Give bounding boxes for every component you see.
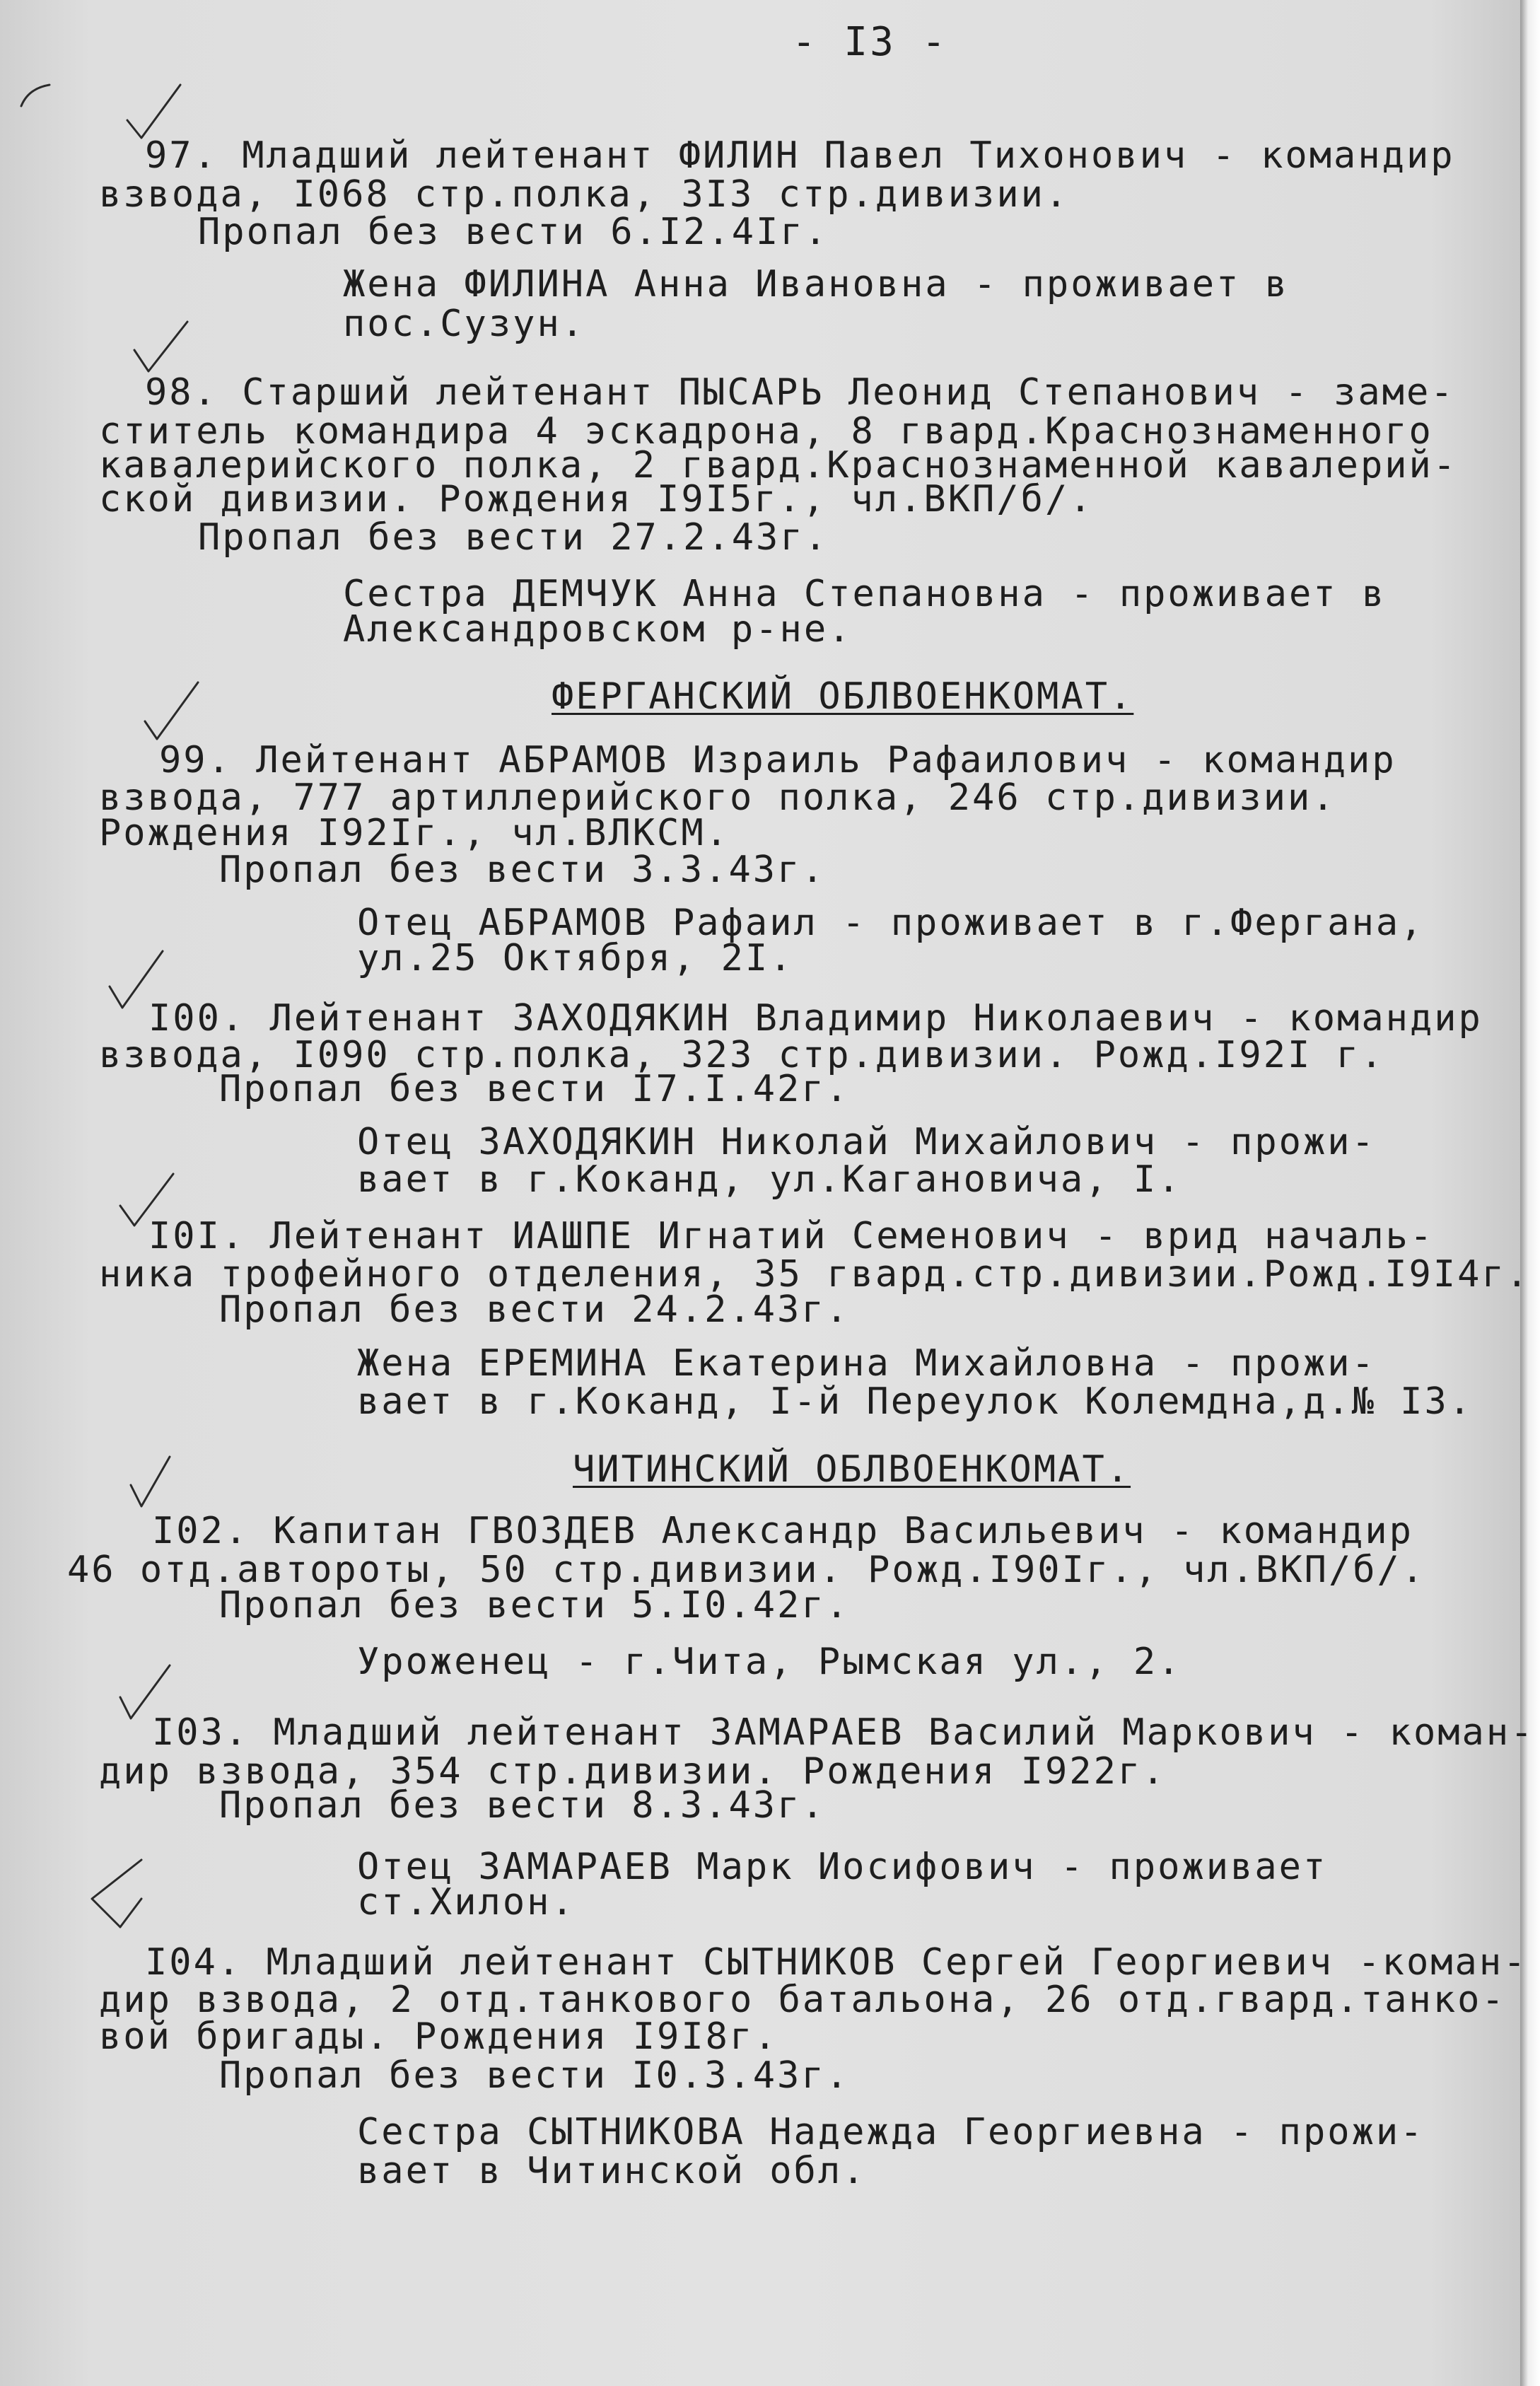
entry-100-line-2: взвода, I090 стр.полка, 323 стр.дивизии. Рожд.I92I г. <box>99 1034 1385 1076</box>
entry-97-line-2: взвода, I068 стр.полка, 3I3 стр.дивизии. <box>99 173 1070 216</box>
entry-98-line-2: ститель командира 4 эскадрона, 8 гвард.Краснознаменного <box>99 410 1433 453</box>
entry-104-line-2: дир взвода, 2 отд.танкового батальона, 26 отд.гвард.танко- <box>99 1979 1506 2021</box>
entry-98-missing: Пропал без вести 27.2.43г. <box>198 516 829 559</box>
entry-100-relative-2: вает в г.Коканд, ул.Кагановича, I. <box>357 1158 1182 1201</box>
entry-98-line-3: кавалерийского полка, 2 гвард.Краснознаменной кавалерий- <box>99 444 1458 487</box>
entry-103-relative-1: Отец ЗАМАРАЕВ Марк Иосифович - проживает <box>357 1846 1328 1888</box>
entry-100-relative-1: Отец ЗАХОДЯКИН Николай Михайлович - прожи- <box>357 1121 1376 1163</box>
entry-104-relative-1: Сестра СЫТНИКОВА Надежда Георгиевна - прожи- <box>357 2111 1425 2153</box>
entry-100-line-1: I00. Лейтенант ЗАХОДЯКИН Владимир Николаевич - командир <box>148 997 1483 1040</box>
entry-97-missing: Пропал без вести 6.I2.4Iг. <box>198 211 829 253</box>
entry-103-relative-2: ст.Хилон. <box>357 1881 576 1924</box>
entry-103-missing: Пропал без вести 8.3.43г. <box>219 1784 826 1827</box>
entry-98-line-4: ской дивизии. Рождения I9I5г., чл.ВКП/б/. <box>99 478 1094 520</box>
entry-101-line-2: ника трофейного отделения, 35 гвард.стр.дивизии.Рожд.I9I4г. <box>99 1253 1531 1296</box>
entry-99-relative-2: ул.25 Октября, 2I. <box>357 937 794 979</box>
heading-chita: ЧИТИНСКИЙ ОБЛВОЕНКОМАТ. <box>573 1448 1131 1491</box>
entry-97-relative-2: пос.Сузун. <box>343 303 586 345</box>
page-edge <box>1520 0 1540 2386</box>
entry-99-missing: Пропал без вести 3.3.43г. <box>219 849 826 891</box>
pen-mark-icon <box>14 78 57 120</box>
entry-103-line-1: I03. Младший лейтенант ЗАМАРАЕВ Василий Маркович - коман- <box>152 1711 1535 1754</box>
entry-101-missing: Пропал без вести 24.2.43г. <box>219 1288 850 1331</box>
entry-97-line-1: 97. Младший лейтенант ФИЛИН Павел Тихонович - командир <box>145 134 1455 177</box>
entry-101-line-1: I0I. Лейтенант ИАШПЕ Игнатий Семенович - врид началь- <box>148 1215 1435 1257</box>
entry-101-relative-1: Жена ЕРЕМИНА Екатерина Михайловна - прожи- <box>357 1342 1376 1385</box>
entry-99-line-2: взвода, 777 артиллерийского полка, 246 стр.дивизии. <box>99 776 1336 819</box>
entry-99-relative-1: Отец АБРАМОВ Рафаил - проживает в г.Фергана, <box>357 902 1425 944</box>
entry-99-line-1: 99. Лейтенант АБРАМОВ Израиль Рафаилович - командир <box>159 739 1396 781</box>
entry-104-missing: Пропал без вести I0.3.43г. <box>219 2054 850 2097</box>
entry-104-line-1: I04. Младший лейтенант СЫТНИКОВ Сергей Георгиевич -коман- <box>145 1941 1528 1984</box>
entry-102-relative-1: Уроженец - г.Чита, Рымская ул., 2. <box>357 1641 1182 1683</box>
entry-100-missing: Пропал без вести I7.I.42г. <box>219 1068 850 1110</box>
entry-99-line-3: Рождения I92Iг., чл.ВЛКСМ. <box>99 812 730 854</box>
entry-98-line-1: 98. Старший лейтенант ПЫСАРЬ Леонид Степанович - заме- <box>145 371 1455 414</box>
page-number: - I3 - <box>792 19 948 65</box>
entry-102-missing: Пропал без вести 5.I0.42г. <box>219 1584 850 1626</box>
entry-102-line-1: I02. Капитан ГВОЗДЕВ Александр Васильевич - командир <box>152 1510 1413 1552</box>
entry-98-relative-1: Сестра ДЕМЧУК Анна Степановна - проживает в <box>343 573 1387 615</box>
entry-101-relative-2: вает в г.Коканд, I-й Переулок Колемдна,д.№ I3. <box>357 1380 1474 1423</box>
entry-104-relative-2: вает в Читинской обл. <box>357 2150 867 2192</box>
entry-98-relative-2: Александровском р-не. <box>343 608 853 651</box>
entry-97-relative-1: Жена ФИЛИНА Анна Ивановна - проживает в <box>343 263 1289 305</box>
checkmark-icon <box>78 1856 156 1934</box>
heading-fergana: ФЕРГАНСКИЙ ОБЛВОЕНКОМАТ. <box>552 675 1134 718</box>
entry-104-line-3: вой бригады. Рождения I9I8г. <box>99 2015 778 2058</box>
entry-103-line-2: дир взвода, 354 стр.дивизии. Рождения I922г. <box>99 1750 1167 1793</box>
entry-102-line-2: 46 отд.автороты, 50 стр.дивизии. Рожд.I90Iг., чл.ВКП/б/. <box>67 1549 1426 1591</box>
